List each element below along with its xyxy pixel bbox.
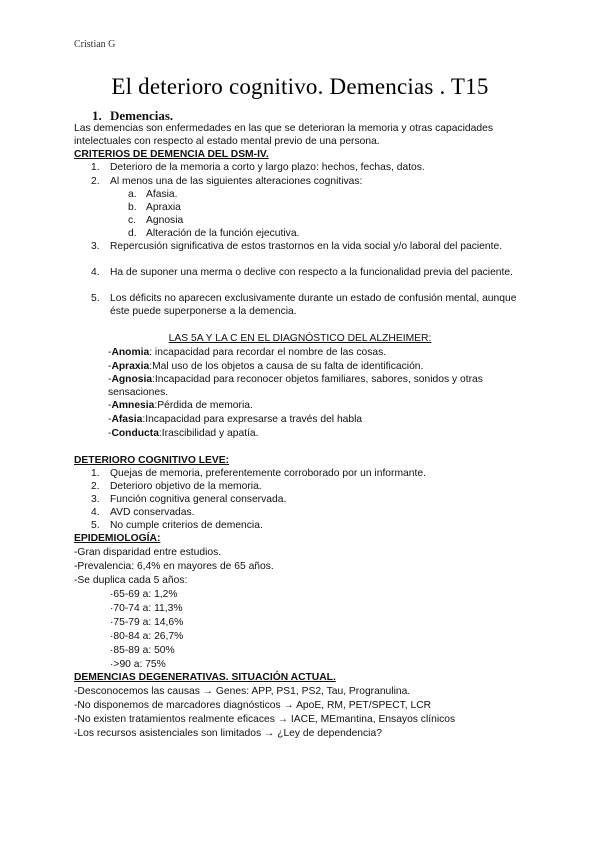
age-rate: ·65-69 a: 1,2%	[110, 589, 178, 600]
definition: :Incapacidad para expresarse a través del habla	[142, 414, 363, 425]
list-item: Los déficits no aparecen exclusivamente durante un estado de confusión mental, aunque éste puede superponerse a la demencia.	[110, 293, 517, 317]
degen-line: -Los recursos asistenciales son limitados → ¿Ley de dependencia?	[74, 728, 382, 739]
definition: : incapacidad para recordar el nombre de las cosas.	[149, 347, 387, 358]
sublist-item: Alteración de la función ejecutiva.	[146, 228, 300, 239]
term: Conducta	[111, 428, 159, 439]
alzheimer-heading: LAS 5A Y LA C EN EL DIAGNÓSTICO DEL ALZHEIMER:	[168, 333, 432, 344]
page-title: El deterioro cognitivo. Demencias . T15	[111, 74, 489, 99]
sublist-letter: d.	[128, 228, 137, 239]
definition: :Incapacidad para reconocer objetos familiares, sabores, sonidos y otras sensaciones.	[108, 374, 483, 398]
section-heading	[92, 108, 173, 124]
age-rate: ·85-89 a: 50%	[110, 645, 175, 656]
list-item: Quejas de memoria, preferentemente corroborado por un informante.	[110, 468, 426, 479]
age-rate: ·75-79 a: 14,6%	[110, 617, 184, 628]
term: Agnosia	[111, 374, 153, 385]
list-number: 4.	[91, 507, 100, 518]
degen-line: -No existen tratamientos realmente eficaces → IACE, MEmantina, Ensayos clínicos	[74, 714, 456, 725]
alzheimer-item: -Afasia:Incapacidad para expresarse a través del habla	[108, 414, 363, 425]
epi-heading: EPIDEMIOLOGÍA:	[74, 533, 161, 544]
definition: :Pérdida de memoria.	[154, 400, 253, 411]
list-number: 1.	[91, 162, 100, 173]
term: Anomia	[111, 347, 150, 358]
list-number: 2.	[91, 481, 100, 492]
sublist-letter: c.	[128, 215, 137, 226]
definition: :Irascibilidad y apatía.	[158, 428, 259, 439]
list-item: Repercusión significativa de estos trastornos en la vida social y/o laboral del paciente.	[110, 241, 503, 252]
list-number: 4.	[91, 267, 100, 278]
alzheimer-item: -Apraxia:Mal uso de los objetos a causa de su falta de identificación.	[108, 361, 424, 372]
list-item: No cumple criterios de demencia.	[110, 520, 263, 531]
list-item: Ha de suponer una merma o declive con respecto a la funcionalidad previa del paciente.	[110, 267, 513, 278]
list-number: 3.	[91, 494, 100, 505]
list-item: AVD conservadas.	[110, 507, 195, 518]
list-number: 5.	[91, 520, 100, 531]
degen-line: -Desconocemos las causas → Genes: APP, PS1, PS2, Tau, Progranulina.	[74, 686, 411, 697]
sublist-letter: a.	[128, 189, 137, 200]
alzheimer-item: -Amnesia:Pérdida de memoria.	[108, 400, 253, 411]
epi-line: -Se duplica cada 5 años:	[74, 575, 188, 586]
section-title: Demencias.	[110, 108, 174, 123]
age-rate: ·>90 a: 75%	[110, 659, 166, 670]
list-item: Deterioro de la memoria a corto y largo plazo: hechos, fechas, datos.	[110, 162, 425, 173]
list-number: 1.	[91, 468, 100, 479]
list-number: 5.	[91, 293, 100, 304]
definition: :Mal uso de los objetos a causa de su falta de identificación.	[149, 361, 424, 372]
list-item: Deterioro objetivo de la memoria.	[110, 481, 262, 492]
section-number: 1.	[92, 108, 102, 123]
alzheimer-item: -Agnosia:Incapacidad para reconocer objetos familiares, sabores, sonidos y otras sensaciones.	[108, 374, 483, 398]
age-rate: ·70-74 a: 11,3%	[110, 603, 183, 614]
author-name: Cristian G	[74, 39, 116, 50]
list-number: 3.	[91, 241, 100, 252]
list-item: Al menos una de las siguientes alteraciones cognitivas:	[110, 176, 363, 187]
term: Apraxia	[111, 361, 150, 372]
sublist-item: Apraxia	[146, 202, 181, 213]
alzheimer-item: -Conducta:Irascibilidad y apatía.	[108, 428, 259, 439]
term: Amnesia	[111, 400, 155, 411]
sublist-item: Afasia.	[146, 189, 178, 200]
degen-line: -No disponemos de marcadores diagnósticos → ApoE, RM, PET/SPECT, LCR	[74, 700, 432, 711]
list-item: Función cognitiva general conservada.	[110, 494, 287, 505]
epi-line: -Gran disparidad entre estudios.	[74, 547, 222, 558]
leve-heading: DETERIORO COGNITIVO LEVE:	[74, 455, 230, 466]
term: Afasia	[111, 414, 143, 425]
dsm-heading: CRITERIOS DE DEMENCIA DEL DSM-IV.	[74, 149, 269, 160]
epi-line: -Prevalencia: 6,4% en mayores de 65 años.	[74, 561, 274, 572]
list-number: 2.	[91, 176, 100, 187]
sublist-letter: b.	[128, 202, 137, 213]
age-rate: ·80-84 a: 26,7%	[110, 631, 184, 642]
alzheimer-item: -Anomia: incapacidad para recordar el nombre de las cosas.	[108, 347, 387, 358]
degen-heading: DEMENCIAS DEGENERATIVAS. SITUACIÓN ACTUAL.	[74, 672, 336, 683]
intro-paragraph: Las demencias son enfermedades en las que se deterioran la memoria y otras capacidades intelectuales con respecto al estado mental previo de una persona.	[74, 123, 493, 147]
sublist-item: Agnosia	[146, 215, 184, 226]
